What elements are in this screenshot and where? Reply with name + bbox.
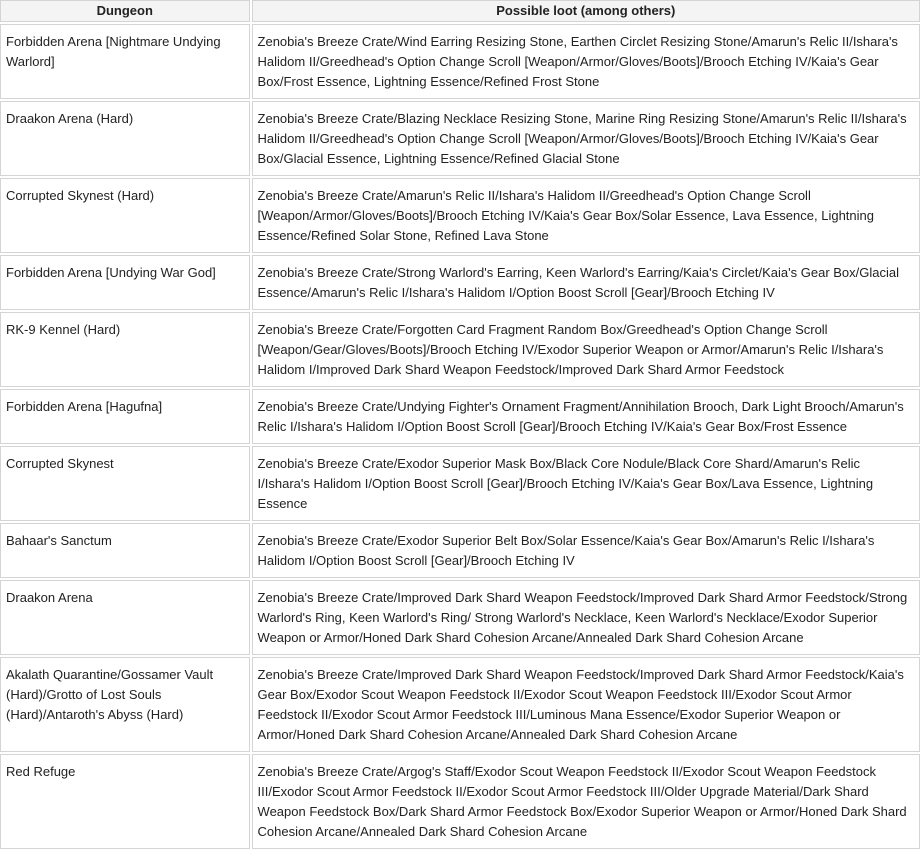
table-row <box>0 754 920 849</box>
dungeon-cell: Bahaar's Sanctum <box>0 523 250 578</box>
table-row <box>0 657 920 752</box>
dungeon-cell: Forbidden Arena [Nightmare Undying Warlord] <box>0 24 250 99</box>
table-row <box>0 101 920 176</box>
dungeon-cell: Akalath Quarantine/Gossamer Vault (Hard)/Grotto of Lost Souls (Hard)/Antaroth's Abyss (Hard) <box>0 657 250 752</box>
loot-cell: Zenobia's Breeze Crate/Strong Warlord's Earring, Keen Warlord's Earring/Kaia's Circlet/Kaia's Gear Box/Glacial Essence/Amarun's Relic I/Ishara's Halidom I/Option Boost Scroll [Gear]/Brooch Etching IV <box>252 255 920 310</box>
dungeon-column-header: Dungeon <box>0 0 250 22</box>
loot-cell: Zenobia's Breeze Crate/Forgotten Card Fragment Random Box/Greedhead's Option Change Scroll [Weapon/Gear/Gloves/Boots]/Brooch Etching IV/Exodor Superior Weapon or Armor/Amarun's Relic I/Ishara's Halidom I/Improved Dark Shard Weapon Feedstock/Improved Dark Shard Armor Feedstock <box>252 312 920 387</box>
dungeon-cell: Draakon Arena (Hard) <box>0 101 250 176</box>
table-row <box>0 580 920 655</box>
loot-cell: Zenobia's Breeze Crate/Blazing Necklace Resizing Stone, Marine Ring Resizing Stone/Amarun's Relic II/Ishara's Halidom II/Greedhead's Option Change Scroll [Weapon/Armor/Gloves/Boots]/Brooch Etching IV/Kaia's Gear Box/Glacial Essence, Lightning Essence/Refined Glacial Stone <box>252 101 920 176</box>
dungeon-cell: Forbidden Arena [Hagufna] <box>0 389 250 444</box>
dungeon-cell: Corrupted Skynest (Hard) <box>0 178 250 253</box>
table-row <box>0 523 920 578</box>
dungeon-cell: Forbidden Arena [Undying War God] <box>0 255 250 310</box>
loot-cell: Zenobia's Breeze Crate/Amarun's Relic II/Ishara's Halidom II/Greedhead's Option Change Scroll [Weapon/Armor/Gloves/Boots]/Brooch Etching IV/Kaia's Gear Box/Solar Essence, Lava Essence, Lightning Essence/Refined Solar Stone, Refined Lava Stone <box>252 178 920 253</box>
dungeon-cell: Draakon Arena <box>0 580 250 655</box>
table-row <box>0 446 920 521</box>
loot-cell: Zenobia's Breeze Crate/Wind Earring Resizing Stone, Earthen Circlet Resizing Stone/Amarun's Relic II/Ishara's Halidom II/Greedhead's Option Change Scroll [Weapon/Armor/Gloves/Boots]/Brooch Etching IV/Kaia's Gear Box/Frost Essence, Lightning Essence/Refined Frost Stone <box>252 24 920 99</box>
header-row <box>0 0 920 22</box>
table-row <box>0 389 920 444</box>
loot-cell: Zenobia's Breeze Crate/Exodor Superior Belt Box/Solar Essence/Kaia's Gear Box/Amarun's Relic I/Ishara's Halidom I/Option Boost Scroll [Gear]/Brooch Etching IV <box>252 523 920 578</box>
table-row <box>0 312 920 387</box>
loot-cell: Zenobia's Breeze Crate/Argog's Staff/Exodor Scout Weapon Feedstock II/Exodor Scout Weapon Feedstock III/Exodor Scout Armor Feedstock II/Exodor Scout Armor Feedstock III/Older Upgrade Material/Dark Shard Weapon Feedstock Box/Dark Shard Armor Feedstock Box/Exodor Superior Weapon or Armor/Honed Dark Shard Cohesion Arcane/Annealed Dark Shard Cohesion Arcane <box>252 754 920 849</box>
loot-cell: Zenobia's Breeze Crate/Improved Dark Shard Weapon Feedstock/Improved Dark Shard Armor Feedstock/Kaia's Gear Box/Exodor Scout Weapon Feedstock II/Exodor Scout Weapon Feedstock III/Exodor Scout Armor Feedstock II/Exodor Scout Armor Feedstock III/Luminous Mana Essence/Exodor Superior Weapon or Armor/Honed Dark Shard Cohesion Arcane/Annealed Dark Shard Cohesion Arcane <box>252 657 920 752</box>
dungeon-cell: Red Refuge <box>0 754 250 849</box>
table-row <box>0 178 920 253</box>
table-row <box>0 24 920 99</box>
loot-cell: Zenobia's Breeze Crate/Exodor Superior Mask Box/Black Core Nodule/Black Core Shard/Amarun's Relic I/Ishara's Halidom I/Option Boost Scroll [Gear]/Brooch Etching IV/Kaia's Gear Box/Lava Essence, Lightning Essence <box>252 446 920 521</box>
loot-cell: Zenobia's Breeze Crate/Improved Dark Shard Weapon Feedstock/Improved Dark Shard Armor Feedstock/Strong Warlord's Ring, Keen Warlord's Ring/ Strong Warlord's Necklace, Keen Warlord's Necklace/Exodor Superior Weapon or Armor/Honed Dark Shard Cohesion Arcane/Annealed Dark Shard Cohesion Arcane <box>252 580 920 655</box>
dungeon-cell: Corrupted Skynest <box>0 446 250 521</box>
loot-column-header: Possible loot (among others) <box>252 0 920 22</box>
dungeon-cell: RK-9 Kennel (Hard) <box>0 312 250 387</box>
table-row <box>0 255 920 310</box>
loot-cell: Zenobia's Breeze Crate/Undying Fighter's Ornament Fragment/Annihilation Brooch, Dark Light Brooch/Amarun's Relic I/Ishara's Halidom I/Option Boost Scroll [Gear]/Brooch Etching IV/Kaia's Gear Box/Frost Essence <box>252 389 920 444</box>
